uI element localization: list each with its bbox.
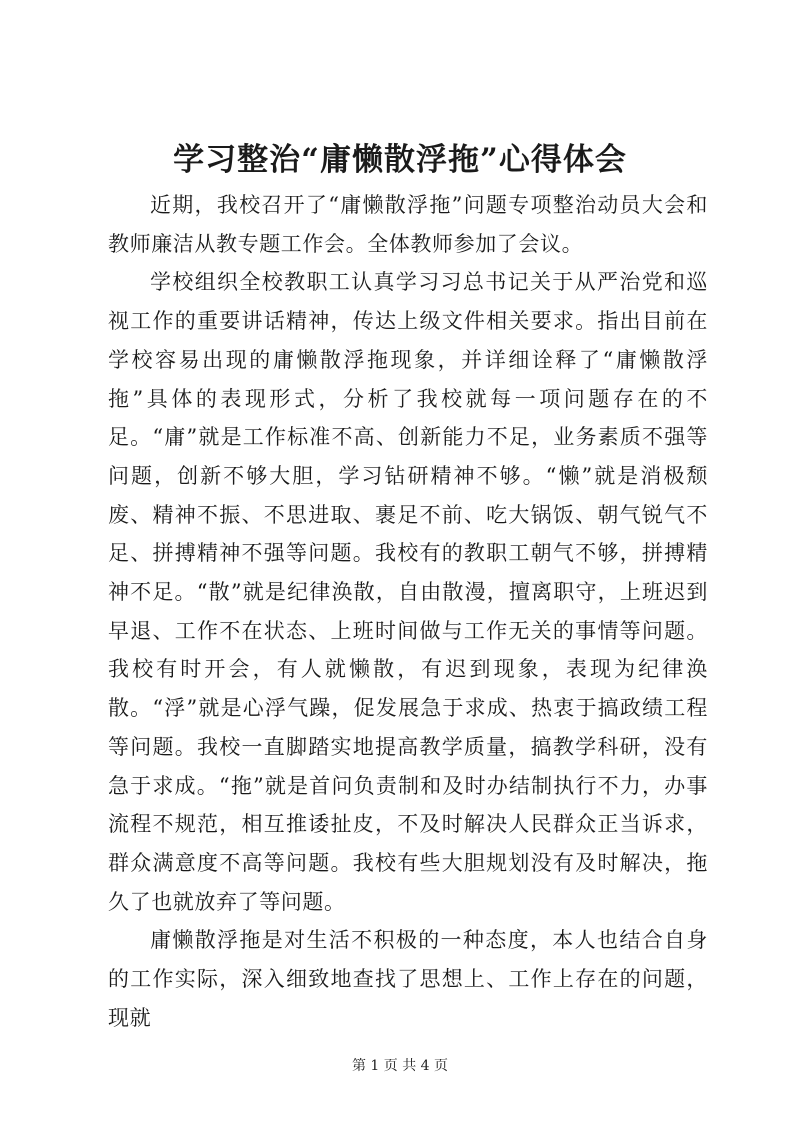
paragraph-1: 近期，我校召开了“庸懒散浮拖”问题专项整治动员大会和教师廉洁从教专题工作会。全体教师参加了会议。 [108,193,708,256]
paragraph-2: 学校组织全校教职工认真学习习总书记关于从严治党和巡视工作的重要讲话精神，传达上级文件相关要求。指出目前在学校容易出现的庸懒散浮拖现象，并详细诠释了“庸懒散浮拖”具体的表现形式，分析了我校就每一项问题存在的不足。“庸”就是工作标准不高、创新能力不足，业务素质不强等问题，创新不够大胆，学习钻研精神不够。“懒”就是消极颓废、精神不振、不思进取、裹足不前、吃大锅饭、朝气锐气不足、拼搏精神不强等问题。我校有的教职工朝气不够，拼搏精神不足。“散”就是纪律涣散，自由散漫，擅离职守，上班迟到早退、工作不在状态、上班时间做与工作无关的事情等问题。我校有时开会，有人就懒散，有迟到现象，表现为纪律涣散。“浮”就是心浮气躁，促发展急于求成、热衷于搞政绩工程等问题。我校一直脚踏实地提高教学质量，搞教学科研，没有急于求成。“拖”就是首问负责制和及时办结制执行不力，办事流程不规范，相互推诿扯皮，不及时解决人民群众正当诉求，群众满意度不高等问题。我校有些大胆规划没有及时解决，拖久了也就放弃了等问题。 [108,270,708,914]
page-number-footer: 第 1 页 共 4 页 [351,1058,449,1074]
document-title: 学习整治“庸懒散浮拖”心得体会 [173,142,627,178]
document-body [108,186,708,1037]
paragraph-3: 庸懒散浮拖是对生活不积极的一种态度，本人也结合自身的工作实际，深入细致地查找了思想上、工作上存在的问题，现就 [108,928,708,1030]
